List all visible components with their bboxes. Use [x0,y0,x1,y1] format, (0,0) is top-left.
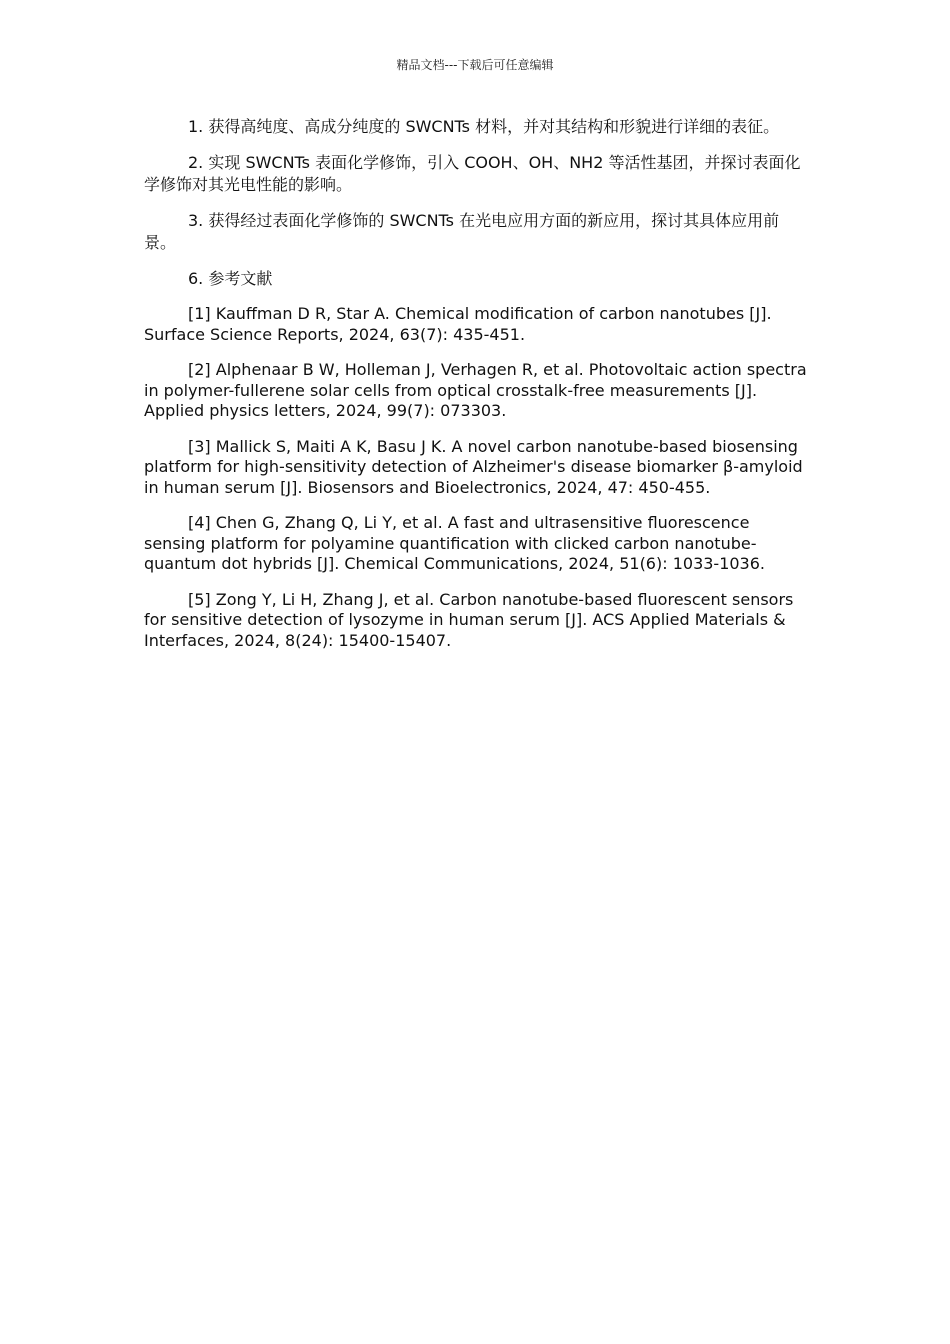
page-header: 精品文档---下载后可任意编辑 [396,58,554,72]
reference-list [144,304,808,651]
document-body [144,116,808,666]
objective-paragraph-1: 1. 获得高纯度、高成分纯度的 SWCNTs 材料，并对其结构和形貌进行详细的表征。 [188,117,780,136]
reference-item: [3] Mallick S, Maiti A K, Basu J K. A novel carbon nanotube-based biosensing platform for high-sensitivity detection of Alzheimer's disease biomarker β-amyloid in human serum [J]. Biosensors and Bioelectronics, 2024, 47: 450-455. [144,436,803,497]
objective-paragraph-2: 2. 实现 SWCNTs 表面化学修饰，引入 COOH、OH、NH2 等活性基团，并探讨表面化学修饰对其光电性能的影响。 [144,153,801,194]
objective-paragraph-3: 3. 获得经过表面化学修饰的 SWCNTs 在光电应用方面的新应用，探讨其具体应用前景。 [144,211,780,252]
reference-item: [4] Chen G, Zhang Q, Li Y, et al. A fast and ultrasensitive fluorescence sensing platform for polyamine quantification with clicked carbon nanotube-quantum dot hybrids [J]. Chemical Communications, 2024, 51(6): 1033-1036. [144,513,765,573]
references-heading: 6. 参考文献 [188,269,273,288]
reference-item: [5] Zong Y, Li H, Zhang J, et al. Carbon nanotube-based fluorescent sensors for sensitive detection of lysozyme in human serum [J]. ACS Applied Materials & Interfaces, 2024, 8(24): 15400-15407. [144,589,794,650]
reference-item: [2] Alphenaar B W, Holleman J, Verhagen R, et al. Photovoltaic action spectra in polymer-fullerene solar cells from optical crosstalk-free measurements [J]. Applied physics letters, 2024, 99(7): 073303. [144,360,807,420]
reference-item: [1] Kauffman D R, Star A. Chemical modification of carbon nanotubes [J]. Surface Science Reports, 2024, 63(7): 435-451. [144,304,772,344]
